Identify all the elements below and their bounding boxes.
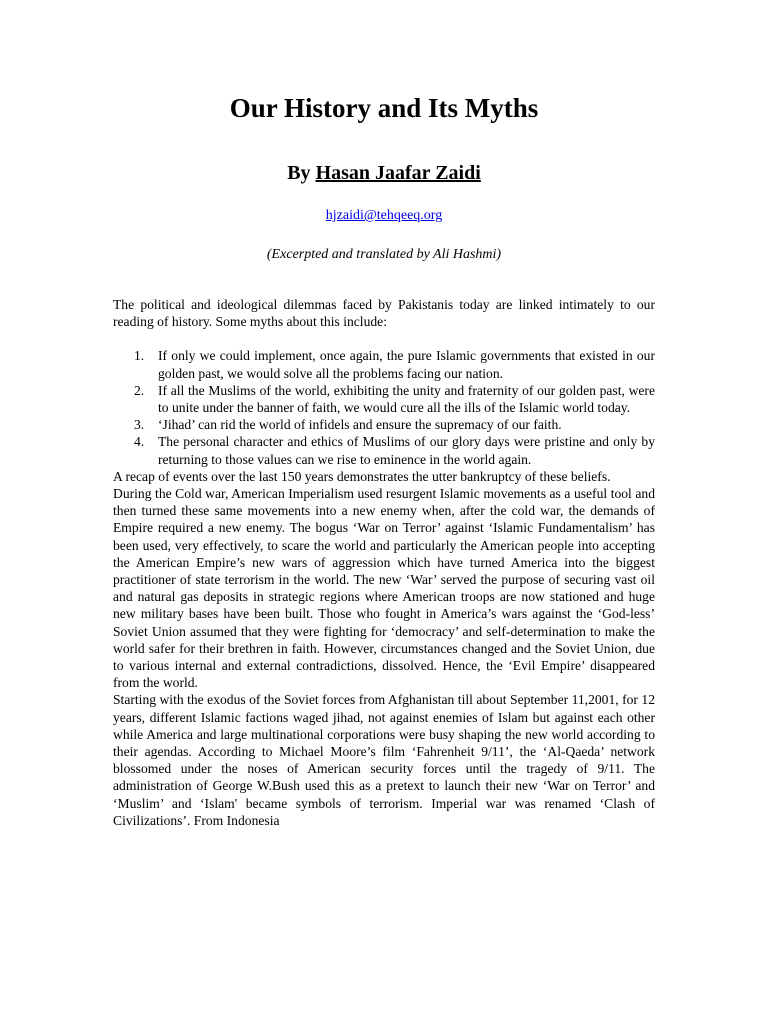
body-paragraph: During the Cold war, American Imperialism used resurgent Islamic movements as a useful tool and then turned these same movements into a new enemy when, after the cold war, the demands of Empire required a new enemy. The bogus ‘War on Terror’ against ‘Islamic Fundamentalism’ has been used, very effectively, to scare the world and particularly the American people into accepting the American Empire’s new wars of aggression which have turned America into the biggest practitioner of state terrorism in the world. The new ‘War’ served the purpose of securing vast oil and natural gas deposits in strategic regions where American troops are now stationed and huge new military bases have been built. Those who fought in America’s wars against the ‘God-less’ Soviet Union assumed that they were fighting for ‘democracy’ and self-determination to make the world safer for their brethren in faith. However, circumstances changed and the Soviet Union, due to various internal and external contradictions, dissolved. Hence, the ‘Evil Empire’ disappeared from the world. (113, 486, 655, 691)
list-item-text: The personal character and ethics of Muslims of our glory days were pristine and only by returning to those values can we rise to eminence in the world again. (158, 434, 655, 467)
list-item-number: 2. (134, 382, 145, 398)
list-item (134, 433, 655, 467)
list-item-number: 3. (134, 417, 145, 433)
author-email-link[interactable]: hjzaidi@tehqeeq.org (325, 208, 443, 223)
myths-list (113, 347, 655, 467)
byline-prefix: By (287, 162, 311, 184)
body-paragraph: Starting with the exodus of the Soviet forces from Afghanistan till about September 11,2001, for 12 years, different Islamic factions waged jihad, not against enemies of Islam but against each other while America and large multinational corporations were busy shaping the new world according to their agendas. According to Michael Moore’s film ‘Fahrenheit 9/11’, the ‘Al-Qaeda’ network blossomed under the noses of American security forces until the tragedy of 9/11. The administration of George W.Bush used this as a pretext to launch their new ‘War on Terror’ and ‘Muslim’ and ‘Islam' became symbols of terrorism. Imperial war was renamed ‘Clash of Civilizations’. From Indonesia (113, 692, 655, 828)
translation-credit: (Excerpted and translated by Ali Hashmi) (266, 247, 502, 262)
byline (0, 158, 768, 188)
intro-paragraph: The political and ideological dilemmas faced by Pakistanis today are linked intimately to our reading of history. Some myths about this include: (113, 297, 655, 330)
list-item-text: If all the Muslims of the world, exhibiting the unity and fraternity of our golden past, were to unite under the banner of faith, we would cure all the ills of the Islamic world today. (158, 382, 655, 416)
list-item (134, 416, 655, 433)
list-item (134, 347, 655, 381)
list-item-text: If only we could implement, once again, the pure Islamic governments that existed in our golden past, we would solve all the problems facing our nation. (158, 348, 655, 381)
author-name: Hasan Jaafar Zaidi (315, 162, 481, 184)
author-email-line (0, 205, 768, 227)
list-item-text: ‘Jihad’ can rid the world of infidels and ensure the supremacy of our faith. (158, 417, 562, 433)
body-paragraph: A recap of events over the last 150 years demonstrates the utter bankruptcy of these beliefs. (113, 468, 611, 484)
list-item (134, 382, 655, 416)
document-title: Our History and Its Myths (229, 93, 539, 123)
article-body (113, 296, 655, 829)
list-item-number: 1. (134, 348, 145, 364)
list-item-number: 4. (134, 434, 145, 450)
